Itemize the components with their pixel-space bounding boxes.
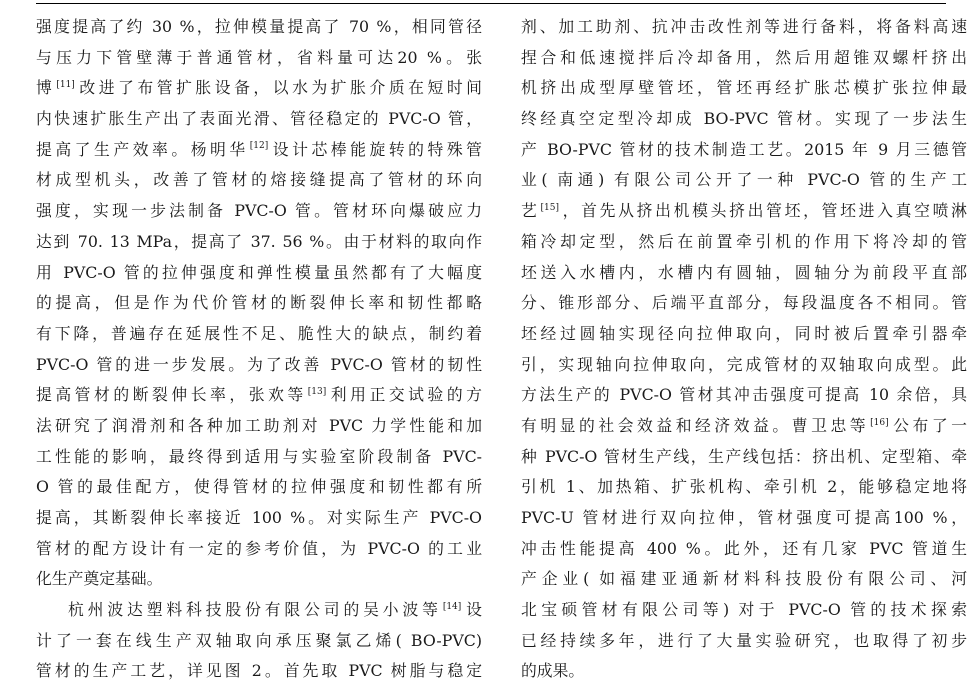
citation-ref[interactable]: [15]	[540, 202, 559, 213]
right-column	[521, 12, 967, 687]
text-line: 材成型机头，改善了管材的熔接缝提高了管材的环向	[36, 170, 482, 190]
text-segment: 设计芯棒能旋转的特殊管	[269, 139, 482, 159]
text-line: 法研究了润滑剂和各种加工助剂对 PVC 力学性能和加	[36, 415, 482, 435]
text-segment: 利用正交试验的方	[327, 385, 482, 405]
text-line: 工性能的影响，最终得到适用与实验室阶段制备 PVC-	[36, 446, 482, 466]
text-line: 机挤出成型厚壁管坯，管坯再经扩胀芯模扩张拉伸最	[521, 78, 967, 98]
text-line: 计了一套在线生产双轴取向承压聚氯乙烯( BO-PVC)	[36, 630, 482, 650]
text-line: 终经真空定型冷却成 BO-PVC 管材。实现了一步法生	[521, 109, 967, 129]
text-line: 有下降，普遍存在延展性不足、脆性大的缺点，制约着	[36, 323, 482, 343]
left-column	[36, 12, 482, 687]
text-segment: 博	[36, 78, 56, 98]
text-line: 坯经过圆轴实现径向拉伸取向，同时被后置牵引器牵	[521, 323, 967, 343]
citation-ref[interactable]: [13]	[307, 386, 327, 397]
text-segment: 公布了一	[889, 415, 967, 435]
text-line: 分、锥形部分、后端平直部分，每段温度各不相同。管	[521, 293, 967, 313]
text-line: 种 PVC-O 管材生产线，生产线包括：挤出机、定型箱、牵	[521, 446, 967, 466]
text-line: PVC-O 管的进一步发展。为了改善 PVC-O 管材的韧性	[36, 354, 482, 374]
text-line: 捏合和低速搅拌后冷却备用，然后用超锥双螺杆挤出	[521, 47, 967, 67]
text-line: 与压力下管壁薄于普通管材，省料量可达20 %。张	[36, 47, 482, 67]
text-line: 化生产奠定基础。	[36, 569, 163, 589]
text-line: 强度提高了约 30 %，拉伸模量提高了 70 %，相同管径	[36, 17, 482, 36]
text-line: 剂、加工助剂、抗冲击改性剂等进行备料，将备料高速	[521, 17, 967, 36]
text-segment: 提高管材的断裂伸长率，张欢等	[36, 385, 307, 405]
text-line: 产 BO-PVC 管材的技术制造工艺。2015 年 9 月三德管	[521, 139, 967, 159]
text-line	[521, 411, 967, 442]
citation-ref[interactable]: [16]	[870, 417, 889, 428]
text-line: 用 PVC-O 管的拉伸强度和弹性模量虽然都有了大幅度	[36, 262, 482, 282]
text-line: 冲击性能提高 400 %。此外，还有几家 PVC 管道生	[521, 538, 967, 558]
header-rule	[36, 3, 946, 4]
citation-ref[interactable]: [11]	[56, 80, 75, 91]
text-line: 管材的配方设计有一定的参考价值，为 PVC-O 的工业	[36, 538, 482, 558]
text-line	[521, 196, 967, 227]
text-segment: 有明显的社会效益和经济效益。曹卫忠等	[521, 415, 870, 435]
text-line	[36, 135, 482, 166]
text-line: 引，实现轴向拉伸取向，完成管材的双轴取向成型。此	[521, 354, 967, 374]
text-line: O 管的最佳配方，使得管材的拉伸强度和韧性都有所	[36, 477, 482, 497]
text-line: 强度，实现一步法制备 PVC-O 管。管材环向爆破应力	[36, 201, 482, 221]
text-segment: 改进了布管扩胀设备，以水为扩胀介质在短时间	[75, 78, 482, 98]
text-line: 业( 南通) 有限公司公开了一种 PVC-O 管的生产工	[521, 170, 967, 190]
text-segment: 艺	[521, 201, 540, 221]
text-line: 的成果。	[521, 661, 585, 681]
text-line: 提高，其断裂伸长率接近 100 %。对实际生产 PVC-O	[36, 508, 482, 527]
citation-ref[interactable]: [12]	[249, 141, 269, 152]
text-line: 引机 1、加热箱、扩张机构、牵引机 2，能够稳定地将	[521, 477, 967, 497]
text-line	[36, 73, 482, 104]
text-line: PVC-U 管材进行双向拉伸，管材强度可提高100 %，	[521, 508, 967, 527]
text-line: 内快速扩胀生产出了表面光滑、管径稳定的 PVC-O 管，	[36, 109, 482, 129]
citation-ref[interactable]: [14]	[442, 601, 462, 612]
text-line: 箱冷却定型，然后在前置牵引机的作用下将冷却的管	[521, 231, 967, 251]
text-line: 管材的生产工艺，详见图 2。首先取 PVC 树脂与稳定	[36, 661, 482, 681]
text-line: 达到 70. 13 MPa，提高了 37. 56 %。由于材料的取向作	[36, 231, 482, 251]
text-line: 北宝硕管材有限公司等) 对于 PVC-O 管的技术探索	[521, 600, 967, 620]
text-line	[36, 380, 482, 411]
text-segment: 设	[462, 600, 482, 620]
text-line: 已经持续多年，进行了大量实验研究，也取得了初步	[521, 630, 967, 650]
text-segment: 提高了生产效率。杨明华	[36, 139, 249, 159]
text-line: 坯送入水槽内，水槽内有圆轴，圆轴分为前段平直部	[521, 262, 967, 282]
text-segment: 杭州波达塑料科技股份有限公司的吴小波等	[68, 600, 442, 620]
text-segment: ，首先从挤出机模头挤出管坯，管坯进入真空喷淋	[559, 201, 967, 221]
text-line: 产企业( 如福建亚通新材料科技股份有限公司、河	[521, 569, 967, 589]
text-line: 的提高，但是作为代价管材的断裂伸长率和韧性都略	[36, 293, 482, 313]
text-line: 方法生产的 PVC-O 管材其冲击强度可提高 10 余倍，具	[521, 385, 967, 405]
text-line	[36, 595, 482, 626]
